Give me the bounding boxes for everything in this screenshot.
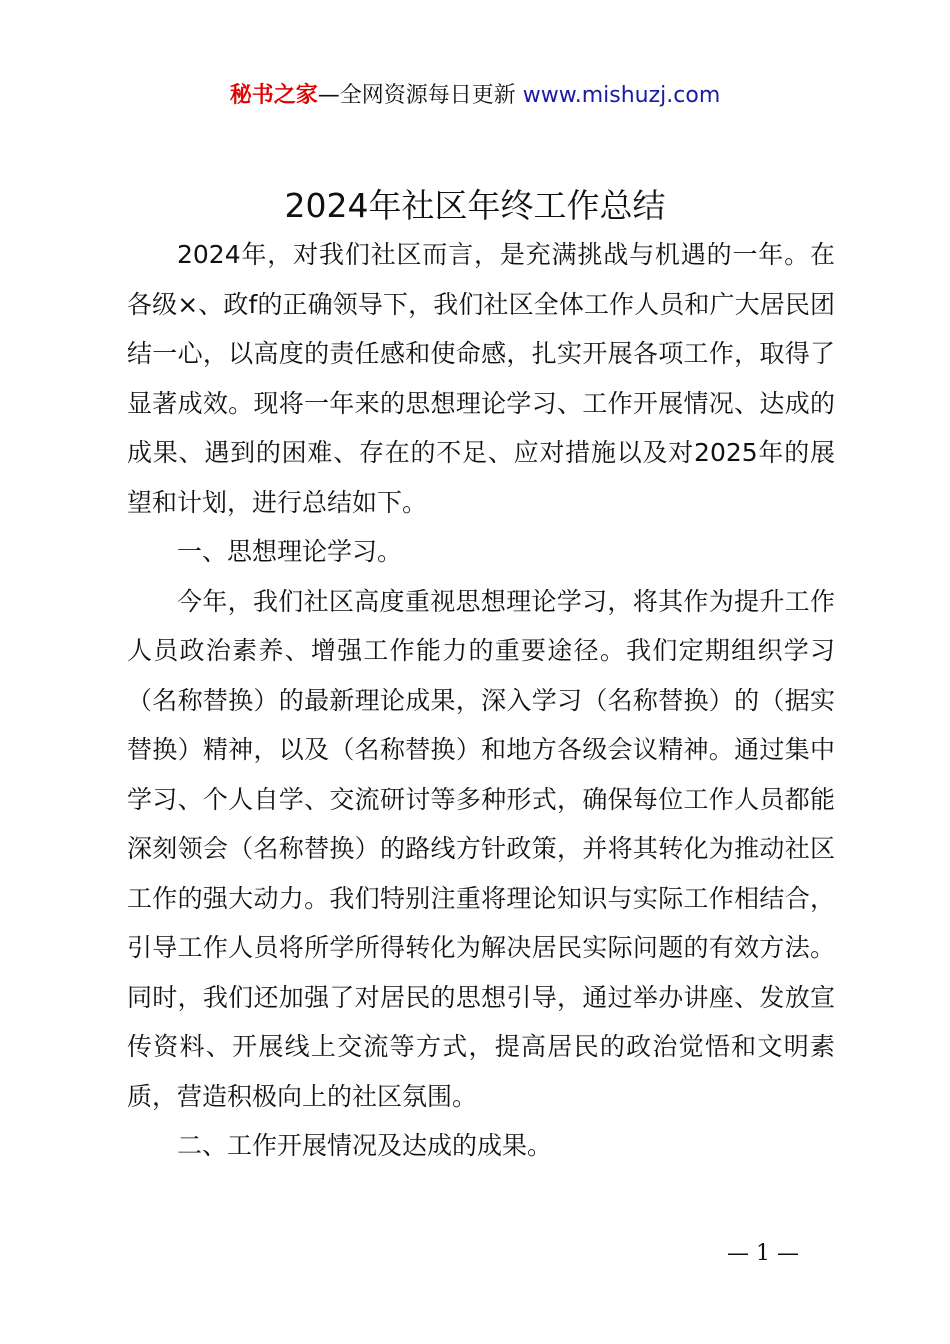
document-title: 2024年社区年终工作总结 [284, 186, 666, 225]
site-tagline: —全网资源每日更新 [317, 83, 516, 108]
paragraph-study: 今年，我们社区高度重视思想理论学习，将其作为提升工作人员政治素养、增强工作能力的重要途径。我们定期组织学习（名称替换）的最新理论成果，深入学习（名称替换）的（据实替换）精神，以及（名称替换）和地方各级会议精神。通过集中学习、个人自学、交流研讨等多种形式，确保每位工作人员都能深刻领会（名称替换）的路线方针政策，并将其转化为推动社区工作的强大动力。我们特别注重将理论知识与实际工作相结合，引导工作人员将所学所得转化为解决居民实际问题的有效方法。同时，我们还加强了对居民的思想引导，通过举办讲座、发放宣传资料、开展线上交流等方式，提高居民的政治觉悟和文明素质，营造积极向上的社区氛围。 [127, 586, 835, 1111]
site-header [0, 80, 950, 112]
document-body [127, 230, 835, 1171]
paragraph-intro: 2024年，对我们社区而言，是充满挑战与机遇的一年。在各级×、政f的正确领导下，我们社区全体工作人员和广大居民团结一心，以高度的责任感和使命感，扎实开展各项工作，取得了显著成效。现将一年来的思想理论学习、工作开展情况、达成的成果、遇到的困难、存在的不足、应对措施以及对2025年的展望和计划，进行总结如下。 [127, 240, 835, 517]
site-brand: 秘书之家 [229, 83, 318, 108]
section-heading-2: 二、工作开展情况及达成的成果。 [177, 1131, 553, 1160]
page-number: — 1 — [727, 1241, 799, 1266]
site-url-link[interactable]: www.mishuzj.com [522, 83, 721, 108]
section-heading-1: 一、思想理论学习。 [177, 537, 403, 566]
